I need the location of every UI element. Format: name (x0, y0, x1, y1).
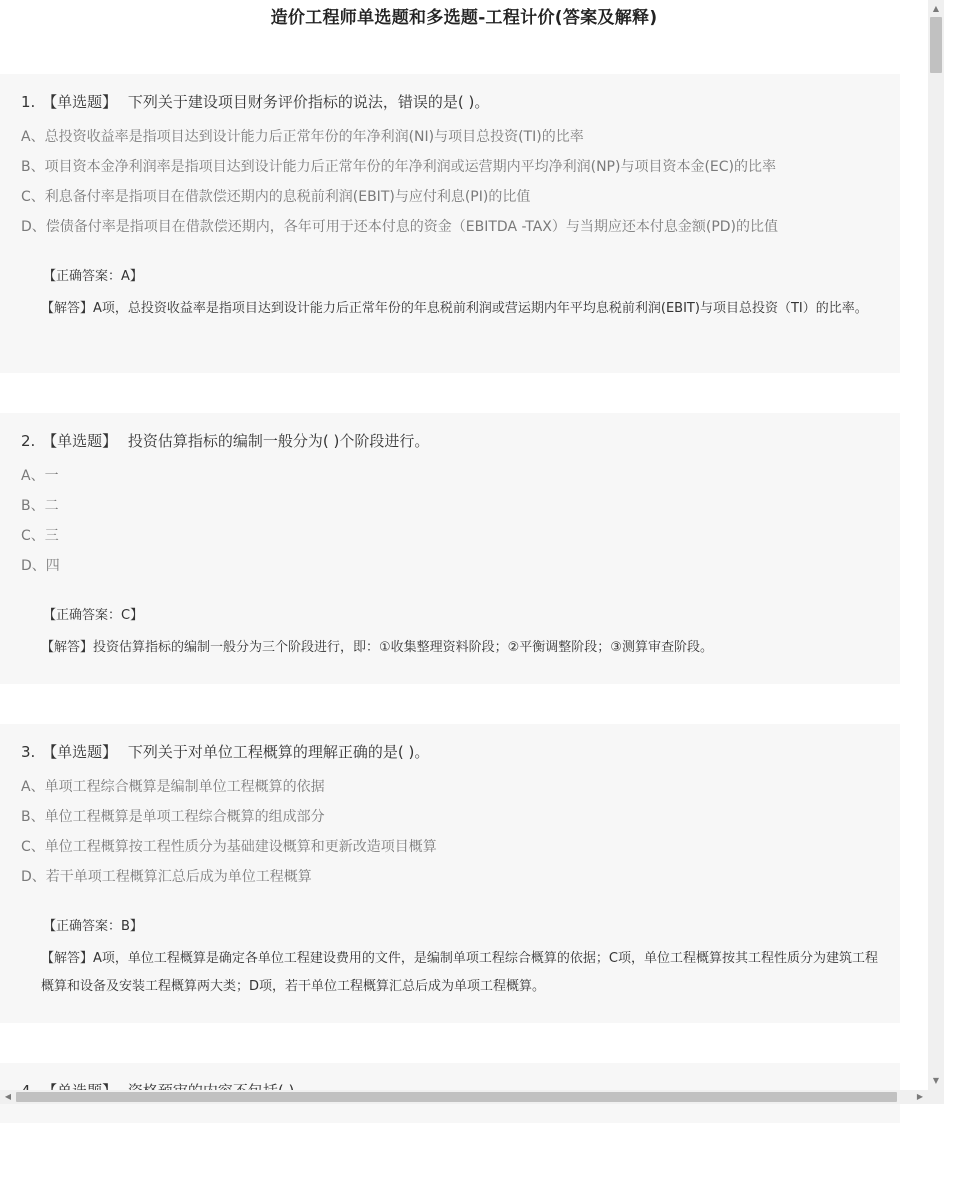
vertical-scrollbar[interactable] (928, 0, 944, 1090)
question-header: 2. 【单选题】 投资估算指标的编制一般分为( )个阶段进行。 (21, 432, 430, 450)
scroll-up-arrow-icon[interactable]: ▲ (932, 4, 940, 13)
correct-answer: 【正确答案：A】 (43, 269, 143, 284)
option-a[interactable]: A、单项工程综合概算是编制单位工程概算的依据 (21, 779, 325, 795)
answer-explanation: 【解答】投资估算指标的编制一般分为三个阶段进行，即：①收集整理资料阶段；②平衡调整阶段；③测算审查阶段。 (41, 640, 713, 655)
option-b[interactable]: B、单位工程概算是单项工程综合概算的组成部分 (21, 809, 325, 825)
option-a[interactable]: A、总投资收益率是指项目达到设计能力后正常年份的年净利润(NI)与项目总投资(TI)的比率 (21, 129, 584, 145)
question-text: 下列关于对单位工程概算的理解正确的是( )。 (127, 743, 430, 761)
option-b[interactable]: B、项目资本金净利润率是指项目达到设计能力后正常年份的年净利润或运营期内平均净利润(NP)与项目资本金(EC)的比率 (21, 159, 776, 175)
question-header: 1. 【单选题】 下列关于建设项目财务评价指标的说法，错误的是( )。 (21, 93, 490, 111)
answer-explanation: 【解答】A项，单位工程概算是确定各单位工程建设费用的文件，是编制单项工程综合概算的依据；C项，单位工程概算按其工程性质分为建筑工程概算和设备及安装工程概算两大类；D项，若干单位工程概算汇总后成为单项工程概算。 (41, 951, 878, 994)
option-d[interactable]: D、偿债备付率是指项目在借款偿还期内，各年可用于还本付息的资金（EBITDA -TAX）与当期应还本付息金额(PD)的比值 (21, 219, 779, 235)
scroll-left-arrow-icon[interactable]: ◀ (4, 1092, 12, 1101)
question-type-tag: 【单选题】 (42, 432, 118, 450)
vertical-scroll-thumb[interactable] (930, 17, 942, 73)
question-number: 3 (21, 743, 31, 761)
question-header: 3. 【单选题】 下列关于对单位工程概算的理解正确的是( )。 (21, 743, 430, 761)
page-title: 造价工程师单选题和多选题-工程计价(答案及解释) (270, 8, 658, 28)
question-number: 2 (21, 432, 31, 450)
option-c[interactable]: C、利息备付率是指项目在借款偿还期内的息税前利润(EBIT)与应付利息(PI)的比值 (21, 189, 531, 205)
horizontal-scrollbar[interactable] (0, 1090, 928, 1104)
question-text: 投资估算指标的编制一般分为( )个阶段进行。 (127, 432, 430, 450)
question-card-2 (0, 413, 900, 684)
correct-answer: 【正确答案：B】 (43, 919, 143, 934)
question-card-1 (0, 74, 900, 373)
option-a[interactable]: A、一 (21, 468, 59, 484)
scroll-down-arrow-icon[interactable]: ▼ (932, 1076, 940, 1085)
correct-answer: 【正确答案：C】 (43, 608, 144, 623)
question-type-tag: 【单选题】 (42, 743, 118, 761)
scrollbar-corner (928, 1090, 944, 1104)
question-text: 下列关于建设项目财务评价指标的说法，错误的是( )。 (127, 93, 490, 111)
option-d[interactable]: D、若干单项工程概算汇总后成为单位工程概算 (21, 869, 312, 885)
option-d[interactable]: D、四 (21, 558, 60, 574)
question-card-3 (0, 724, 900, 1023)
horizontal-scroll-thumb[interactable] (16, 1092, 897, 1102)
option-c[interactable]: C、单位工程概算按工程性质分为基础建设概算和更新改造项目概算 (21, 839, 437, 855)
scroll-right-arrow-icon[interactable]: ▶ (916, 1092, 924, 1101)
option-b[interactable]: B、二 (21, 498, 59, 514)
answer-explanation: 【解答】A项，总投资收益率是指项目达到设计能力后正常年份的年息税前利润或营运期内年平均息税前利润(EBIT)与项目总投资（TI）的比率。 (41, 301, 868, 316)
question-number: 1 (21, 93, 31, 111)
option-c[interactable]: C、三 (21, 528, 59, 544)
question-type-tag: 【单选题】 (42, 93, 118, 111)
